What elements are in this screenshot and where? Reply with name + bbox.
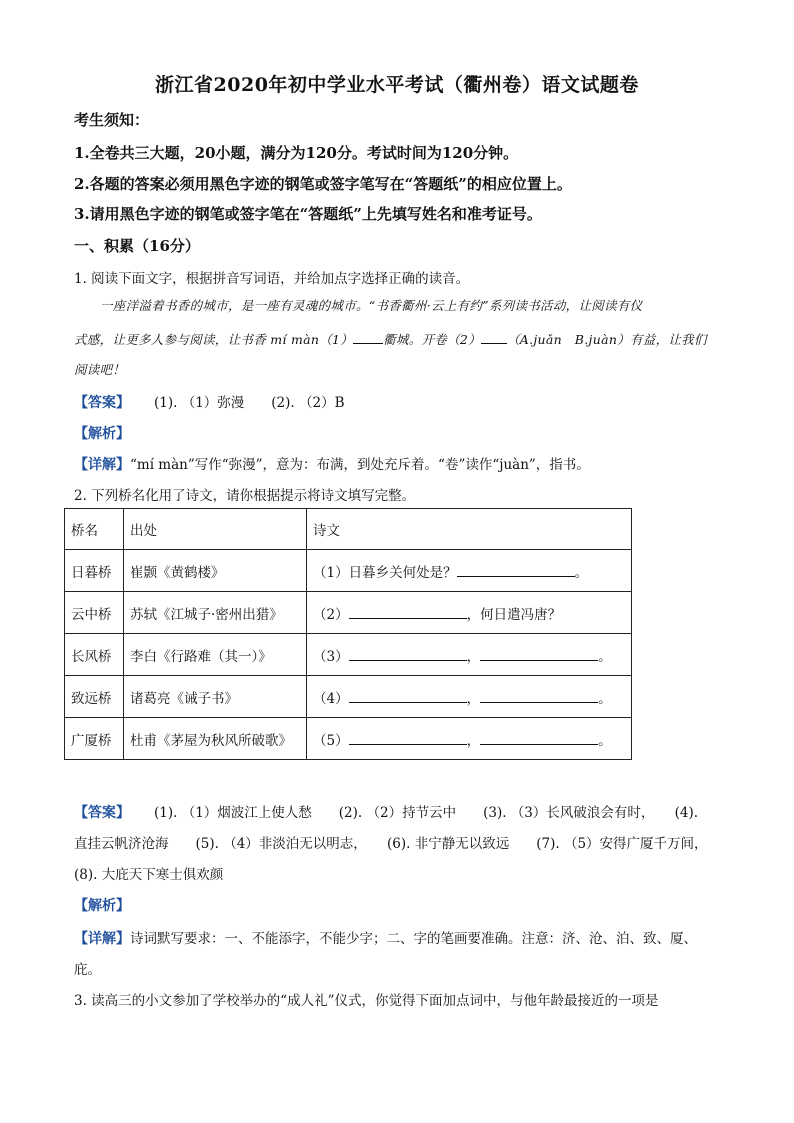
q1-blank-1[interactable]	[353, 329, 383, 344]
poem-blank[interactable]	[480, 646, 598, 661]
answer-tag: 【答案】	[74, 395, 130, 411]
poem-source: 崔颢《黄鹤楼》	[124, 550, 307, 592]
poem-punct: 。	[598, 648, 612, 665]
q2-answer-line2: 直挂云帆济沧海 (5). （4）非淡泊无以明志， (6). 非宁静无以致远 (7). （5）安得广厦千万间，	[74, 836, 708, 852]
answer-tag: 【答案】	[74, 805, 130, 821]
poem-blank[interactable]	[349, 646, 467, 661]
table-row	[65, 718, 632, 760]
header-bridge: 桥名	[65, 509, 124, 550]
q1-stem: 1. 阅读下面文字，根据拼音写词语，并给加点字选择正确的读音。	[74, 271, 470, 287]
poem-blank[interactable]	[480, 730, 598, 745]
bridge-name: 云中桥	[65, 592, 124, 634]
q1-passage-line3: 阅读吧！	[74, 362, 126, 377]
poem-number: （2）	[313, 606, 349, 623]
table-header-row	[65, 509, 632, 550]
detail-tag: 【详解】	[74, 457, 130, 473]
poem-given-text: 日暮乡关何处是？	[348, 564, 457, 581]
q1-detail-line	[74, 453, 590, 474]
q1-answer-line	[74, 391, 345, 412]
notice-heading: 考生须知：	[74, 111, 150, 129]
poem-given-text: ，何日遣冯唐？	[466, 606, 562, 623]
table-row	[65, 676, 632, 718]
poem-number: （1）	[313, 564, 349, 581]
poem-number: （3）	[313, 648, 349, 665]
q1-answer: (1). （1）弥漫 (2). （2）B	[154, 395, 345, 411]
poem-source: 李白《行路难（其一）》	[124, 634, 307, 676]
section-heading: 一、积累（16分）	[74, 237, 200, 255]
poem-cell	[307, 592, 632, 634]
q2-detail-line1	[74, 927, 697, 948]
notice-item-3: 3.请用黑色字迹的钢笔或签字笔在“答题纸”上先填写姓名和准考证号。	[74, 205, 542, 223]
bridge-name: 日暮桥	[65, 550, 124, 592]
analysis-tag: 【解析】	[74, 426, 130, 442]
q1-passage-part-c: （A.juǎn B.juàn）有益，让我们	[506, 332, 707, 347]
poem-blank[interactable]	[457, 562, 575, 577]
poem-punct: 。	[598, 732, 612, 749]
poem-blank[interactable]	[349, 688, 467, 703]
q2-detail-line2: 庇。	[74, 962, 101, 978]
notice-item-2: 2.各题的答案必须用黑色字迹的钢笔或签字笔写在“答题纸”的相应位置上。	[74, 175, 572, 193]
poem-blank[interactable]	[349, 604, 467, 619]
header-poem: 诗文	[307, 509, 632, 550]
analysis-tag: 【解析】	[74, 898, 130, 914]
notice-item-1: 1.全卷共三大题，20小题，满分为120分。考试时间为120分钟。	[74, 144, 519, 162]
poem-source: 杜甫《茅屋为秋风所破歌》	[124, 718, 307, 760]
poem-number: （5）	[313, 732, 349, 749]
q1-blank-2[interactable]	[481, 329, 507, 344]
q1-passage-part-b: 衢城。开卷（2）	[383, 332, 481, 347]
poem-cell	[307, 676, 632, 718]
table-row	[65, 592, 632, 634]
q3-stem: 3. 读高三的小文参加了学校举办的“成人礼”仪式，你觉得下面加点词中，与他年龄最接近的一项是	[74, 993, 659, 1009]
q1-passage-line1: 一座洋溢着书香的城市，是一座有灵魂的城市。“书香衢州·云上有约”系列读书活动，让阅读有仪	[100, 298, 643, 313]
q2-detail: 诗词默写要求：一、不能添字，不能少字；二、字的笔画要准确。注意：济、沧、泊、致、厦、	[130, 931, 697, 947]
q2-stem: 2. 下列桥名化用了诗文，请你根据提示将诗文填写完整。	[74, 488, 416, 504]
poem-cell	[307, 718, 632, 760]
q2-answer-part1: (1). （1）烟波江上使人愁 (2). （2）持节云中 (3). （3）长风破浪会有时， (4).	[154, 805, 699, 821]
poem-punct: ，	[466, 648, 481, 665]
table-row	[65, 550, 632, 592]
q1-detail: “mí màn”写作“弥漫”，意为：布满，到处充斥着。“卷”读作“juàn”，指书。	[130, 457, 590, 473]
poem-source: 诸葛亮《诫子书》	[124, 676, 307, 718]
poem-source: 苏轼《江城子·密州出猎》	[124, 592, 307, 634]
poem-punct: 。	[598, 690, 612, 707]
bridge-name: 致远桥	[65, 676, 124, 718]
poem-table	[64, 508, 632, 760]
q2-answer-line1	[74, 801, 698, 822]
q1-passage-line2	[74, 329, 707, 348]
poem-blank[interactable]	[480, 688, 598, 703]
table-row	[65, 634, 632, 676]
detail-tag: 【详解】	[74, 931, 130, 947]
poem-number: （4）	[313, 690, 349, 707]
poem-punct: ，	[466, 732, 481, 749]
bridge-name: 广厦桥	[65, 718, 124, 760]
poem-blank[interactable]	[349, 730, 467, 745]
poem-punct: 。	[574, 564, 589, 581]
poem-punct: ，	[466, 690, 481, 707]
header-source: 出处	[124, 509, 307, 550]
bridge-name: 长风桥	[65, 634, 124, 676]
poem-cell	[307, 550, 632, 592]
poem-cell	[307, 634, 632, 676]
page-title: 浙江省2020年初中学业水平考试（衢州卷）语文试题卷	[155, 74, 639, 96]
q1-passage-part-a: 式感，让更多人参与阅读，让书香 mí màn（1）	[74, 332, 354, 347]
q2-answer-line3: (8). 大庇天下寒士俱欢颜	[74, 867, 224, 883]
